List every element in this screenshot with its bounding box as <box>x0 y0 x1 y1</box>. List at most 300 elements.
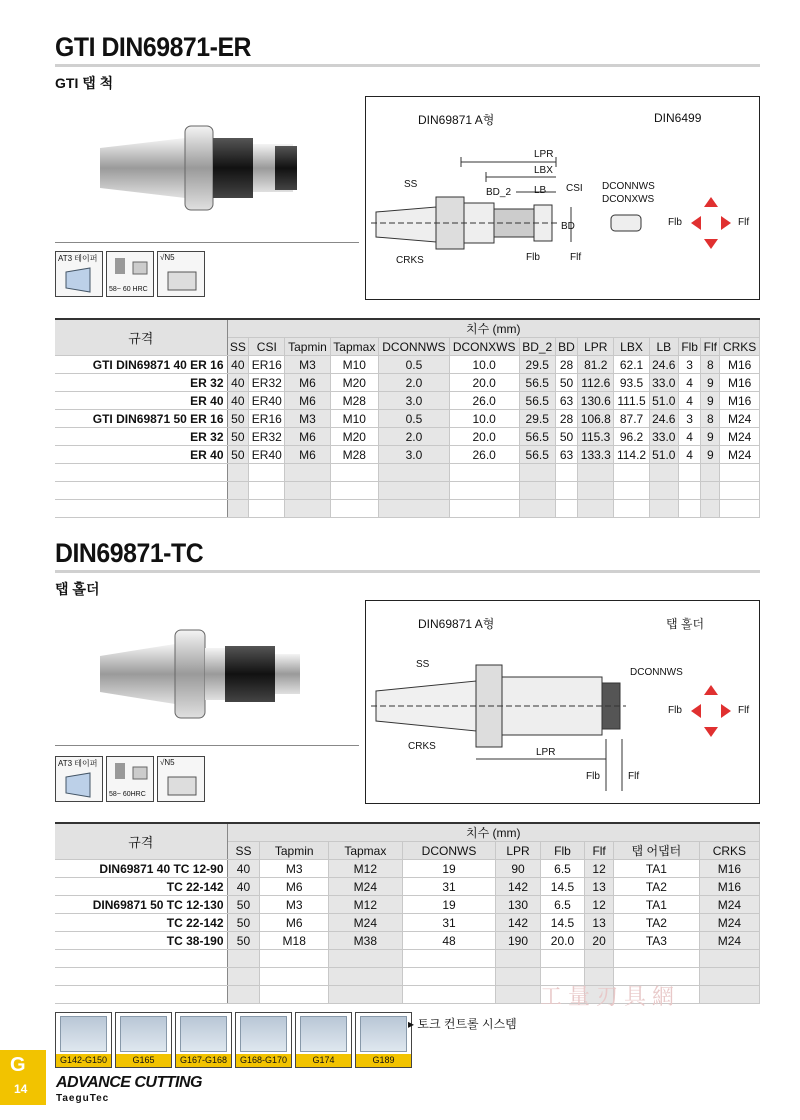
table-cell <box>249 464 285 482</box>
col-header: Tapmin <box>260 842 329 860</box>
row-spec-name: ER 32 <box>55 374 227 392</box>
table-cell: 31 <box>402 914 496 932</box>
table-row <box>55 410 760 428</box>
row-spec-name <box>55 500 227 518</box>
brand-name: TaeguTec <box>56 1093 110 1104</box>
col-header: DCONXWS <box>449 338 519 356</box>
nav-thumbnail <box>360 1016 407 1052</box>
row-spec-name <box>55 464 227 482</box>
table-cell: 81.2 <box>578 356 614 374</box>
nav-page-ref: G167-G168 <box>176 1054 231 1067</box>
table-cell <box>328 950 402 968</box>
table-cell <box>379 500 450 518</box>
table-row <box>55 482 760 500</box>
table-cell: M6 <box>260 878 329 896</box>
diagram-type-label: DIN69871 A형 <box>418 113 495 127</box>
nav-page-ref: G189 <box>356 1054 411 1067</box>
nav-item[interactable] <box>115 1012 172 1068</box>
label-flb: Flb <box>586 771 600 782</box>
nav-item[interactable] <box>175 1012 232 1068</box>
nav-item[interactable] <box>295 1012 352 1068</box>
table-row <box>55 896 760 914</box>
table-cell: 4 <box>678 446 700 464</box>
page-number: 14 <box>14 1082 28 1096</box>
table-cell <box>555 464 577 482</box>
row-spec-name: ER 40 <box>55 392 227 410</box>
table-cell: M38 <box>328 932 402 950</box>
table-cell <box>328 968 402 986</box>
table-cell <box>678 464 700 482</box>
table-cell: 40 <box>227 878 260 896</box>
surface-finish-icon: √N5 <box>157 756 205 802</box>
table-cell <box>720 482 760 500</box>
table-cell: 63 <box>555 392 577 410</box>
table-cell <box>449 482 519 500</box>
col-header: Flf <box>701 338 720 356</box>
table-cell: 56.5 <box>519 374 555 392</box>
tc-holder-drawing <box>366 601 761 805</box>
arrow-label-flb: Flb <box>668 217 682 228</box>
col-header: SS <box>227 338 249 356</box>
table-cell: ER16 <box>249 356 285 374</box>
label-flb: Flb <box>526 252 540 263</box>
col-header: 탭 어댑터 <box>614 842 700 860</box>
table-cell: M24 <box>699 914 759 932</box>
table-cell: 50 <box>227 428 249 446</box>
section-tab <box>0 1050 46 1105</box>
nav-thumbnail <box>240 1016 287 1052</box>
table-cell: 48 <box>402 932 496 950</box>
table-cell: 26.0 <box>449 392 519 410</box>
table-cell <box>649 464 678 482</box>
er-holder-drawing <box>366 97 761 301</box>
table-cell <box>330 464 379 482</box>
table-cell: M3 <box>285 356 330 374</box>
row-spec-name: TC 22-142 <box>55 878 227 896</box>
table-cell <box>285 464 330 482</box>
table-cell: 63 <box>555 446 577 464</box>
table-row <box>55 878 760 896</box>
table-cell: 142 <box>496 914 540 932</box>
label-lb: LB <box>534 185 547 196</box>
table-cell: 111.5 <box>614 392 649 410</box>
table-cell: 133.3 <box>578 446 614 464</box>
table-row <box>55 914 760 932</box>
table-cell: M20 <box>330 374 379 392</box>
table-cell: 12 <box>585 896 614 914</box>
table-row <box>55 446 760 464</box>
table-cell: M12 <box>328 860 402 878</box>
table-cell <box>649 500 678 518</box>
row-spec-name <box>55 968 227 986</box>
table-cell: 50 <box>555 428 577 446</box>
table-cell: 115.3 <box>578 428 614 446</box>
table-cell <box>649 482 678 500</box>
table-cell: TA3 <box>614 932 700 950</box>
table-cell: 14.5 <box>540 914 584 932</box>
table-cell: 51.0 <box>649 446 678 464</box>
table-cell <box>328 986 402 1004</box>
table-cell: 50 <box>227 896 260 914</box>
table-row <box>55 356 760 374</box>
col-header: CRKS <box>699 842 759 860</box>
table-cell <box>519 464 555 482</box>
table-cell: 106.8 <box>578 410 614 428</box>
table-cell: 10.0 <box>449 410 519 428</box>
table-cell: 142 <box>496 878 540 896</box>
row-spec-name: GTI DIN69871 50 ER 16 <box>55 410 227 428</box>
table-cell <box>449 464 519 482</box>
nav-page-ref: G165 <box>116 1054 171 1067</box>
col-header: Flb <box>678 338 700 356</box>
table-cell: 3.0 <box>379 392 450 410</box>
table-cell: ER16 <box>249 410 285 428</box>
table-cell: 28 <box>555 356 577 374</box>
table-row <box>55 500 760 518</box>
table-cell: 3.0 <box>379 446 450 464</box>
table-cell: 93.5 <box>614 374 649 392</box>
table-cell: M18 <box>260 932 329 950</box>
table-cell: 20.0 <box>540 932 584 950</box>
table-cell <box>578 500 614 518</box>
table-cell: 14.5 <box>540 878 584 896</box>
table-cell <box>249 482 285 500</box>
hardness-icon: 58~ 60 HRC <box>106 251 154 297</box>
row-spec-name: ER 40 <box>55 446 227 464</box>
label-lpr: LPR <box>534 149 554 160</box>
table-cell <box>678 500 700 518</box>
row-spec-name: DIN69871 50 TC 12-130 <box>55 896 227 914</box>
label-crks: CRKS <box>408 741 436 752</box>
table-cell <box>227 464 249 482</box>
spec-header: 규격 <box>55 319 227 356</box>
table-cell <box>449 500 519 518</box>
table-cell: M16 <box>699 860 759 878</box>
table-cell <box>402 950 496 968</box>
table-cell: 50 <box>227 446 249 464</box>
table-cell <box>260 950 329 968</box>
col-header: Tapmax <box>328 842 402 860</box>
table-cell: ER32 <box>249 374 285 392</box>
spec-header: 규격 <box>55 823 227 860</box>
surface-finish-icon: √N5 <box>157 251 205 297</box>
nav-thumbnail <box>120 1016 167 1052</box>
table-cell: 9 <box>701 392 720 410</box>
nav-item[interactable] <box>55 1012 112 1068</box>
label-ss: SS <box>416 659 430 670</box>
table-cell <box>330 482 379 500</box>
label-csi: CSI <box>566 183 583 194</box>
table-cell: 190 <box>496 932 540 950</box>
table-cell: 50 <box>227 914 260 932</box>
table-cell: 130.6 <box>578 392 614 410</box>
table-cell: TA1 <box>614 896 700 914</box>
col-header: CRKS <box>720 338 760 356</box>
diagram-type-label: DIN69871 A형 <box>418 617 495 631</box>
table-cell: M16 <box>720 356 760 374</box>
table-cell <box>614 464 649 482</box>
row-spec-name: TC 38-190 <box>55 932 227 950</box>
table-cell: M28 <box>330 392 379 410</box>
table-row <box>55 860 760 878</box>
table-cell <box>720 500 760 518</box>
table-cell <box>614 500 649 518</box>
col-header: DCONNWS <box>379 338 450 356</box>
col-header: CSI <box>249 338 285 356</box>
table-cell: 87.7 <box>614 410 649 428</box>
table-cell <box>519 500 555 518</box>
product-photo-er <box>100 118 310 218</box>
section1-rule <box>55 64 760 67</box>
force-arrows <box>691 685 731 737</box>
table-cell: M10 <box>330 356 379 374</box>
photo-divider <box>55 242 359 243</box>
section1-subtitle: GTI 탭 척 <box>55 75 114 91</box>
table-cell: 29.5 <box>519 356 555 374</box>
arrow-label-flf: Flf <box>738 217 750 228</box>
table-cell: 6.5 <box>540 896 584 914</box>
label-flf: Flf <box>628 771 640 782</box>
table-cell: M24 <box>720 446 760 464</box>
table-cell: M3 <box>260 860 329 878</box>
table-cell <box>330 500 379 518</box>
table-cell: 56.5 <box>519 428 555 446</box>
table-cell: ER40 <box>249 392 285 410</box>
table-cell: M28 <box>330 446 379 464</box>
col-header: DCONWS <box>402 842 496 860</box>
table-cell <box>379 482 450 500</box>
table-cell: 19 <box>402 896 496 914</box>
table-cell: 112.6 <box>578 374 614 392</box>
table-cell <box>578 482 614 500</box>
col-header: Tapmin <box>285 338 330 356</box>
table-cell: 8 <box>701 356 720 374</box>
table-cell <box>227 986 260 1004</box>
hardness-icon: 58~ 60HRC <box>106 756 154 802</box>
table-cell: M24 <box>328 914 402 932</box>
table-row <box>55 374 760 392</box>
arrow-label-flf: Flf <box>738 705 750 716</box>
section1-spec-table <box>55 318 760 518</box>
table-cell: TA2 <box>614 878 700 896</box>
label-lpr: LPR <box>536 747 556 758</box>
section2-feature-icons <box>55 756 205 802</box>
table-cell: M6 <box>285 428 330 446</box>
table-cell <box>227 482 249 500</box>
table-cell: 4 <box>678 392 700 410</box>
table-cell: ER32 <box>249 428 285 446</box>
label-ss: SS <box>404 179 418 190</box>
col-header: BD_2 <box>519 338 555 356</box>
table-cell: M20 <box>330 428 379 446</box>
label-lbx: LBX <box>534 165 553 176</box>
table-cell: 3 <box>678 410 700 428</box>
table-cell <box>260 968 329 986</box>
table-cell: 10.0 <box>449 356 519 374</box>
table-cell <box>578 464 614 482</box>
table-cell: M16 <box>720 392 760 410</box>
dims-header: 치수 (mm) <box>227 823 760 842</box>
row-spec-name: DIN69871 40 TC 12-90 <box>55 860 227 878</box>
nav-item[interactable] <box>235 1012 292 1068</box>
table-cell: 2.0 <box>379 374 450 392</box>
label-bd2: BD_2 <box>486 187 512 198</box>
nav-thumbnail <box>180 1016 227 1052</box>
table-cell: 12 <box>585 860 614 878</box>
table-cell: 6.5 <box>540 860 584 878</box>
table-cell: 29.5 <box>519 410 555 428</box>
section2-title: DIN69871-TC <box>55 538 204 568</box>
table-cell: M6 <box>260 914 329 932</box>
table-cell: 24.6 <box>649 410 678 428</box>
table-cell <box>555 500 577 518</box>
col-header: Flf <box>585 842 614 860</box>
table-cell: 8 <box>701 410 720 428</box>
table-cell: 130 <box>496 896 540 914</box>
nav-thumbnail <box>60 1016 107 1052</box>
table-cell <box>285 500 330 518</box>
table-cell: 20.0 <box>449 374 519 392</box>
table-cell <box>496 950 540 968</box>
table-cell <box>402 968 496 986</box>
row-spec-name <box>55 482 227 500</box>
table-cell: 40 <box>227 860 260 878</box>
col-header: Flb <box>540 842 584 860</box>
table-cell <box>701 464 720 482</box>
table-cell: 4 <box>678 374 700 392</box>
label-bd: BD <box>561 221 575 232</box>
row-spec-name <box>55 986 227 1004</box>
table-cell <box>555 482 577 500</box>
brand-logo: ADVANCE CUTTING <box>56 1074 202 1091</box>
table-cell: 0.5 <box>379 410 450 428</box>
dims-header: 치수 (mm) <box>227 319 760 338</box>
table-cell <box>379 464 450 482</box>
table-row <box>55 464 760 482</box>
col-header: BD <box>555 338 577 356</box>
diagram-std-label: 탭 홀더 <box>666 617 705 631</box>
table-cell: M24 <box>720 410 760 428</box>
at3-taper-icon: AT3 테이퍼 <box>55 756 103 802</box>
table-cell: 9 <box>701 446 720 464</box>
label-crks: CRKS <box>396 255 424 266</box>
table-cell: ER40 <box>249 446 285 464</box>
table-cell <box>614 950 700 968</box>
table-cell: M16 <box>699 878 759 896</box>
row-spec-name: GTI DIN69871 40 ER 16 <box>55 356 227 374</box>
table-cell: M12 <box>328 896 402 914</box>
table-cell <box>720 464 760 482</box>
table-cell <box>699 986 759 1004</box>
table-cell: 24.6 <box>649 356 678 374</box>
row-spec-name: TC 22-142 <box>55 914 227 932</box>
table-cell <box>402 986 496 1004</box>
table-row <box>55 950 760 968</box>
table-cell: 33.0 <box>649 428 678 446</box>
table-cell <box>540 950 584 968</box>
table-row <box>55 428 760 446</box>
col-header: LPR <box>496 842 540 860</box>
table-cell: 3 <box>678 356 700 374</box>
table-cell: 9 <box>701 428 720 446</box>
table-cell: 33.0 <box>649 374 678 392</box>
table-cell: 26.0 <box>449 446 519 464</box>
table-cell: 9 <box>701 374 720 392</box>
table-cell <box>496 968 540 986</box>
section2-rule <box>55 570 760 573</box>
table-cell: 56.5 <box>519 392 555 410</box>
table-cell <box>496 986 540 1004</box>
label-flf: Flf <box>570 252 582 263</box>
table-cell: 28 <box>555 410 577 428</box>
table-cell: 90 <box>496 860 540 878</box>
nav-page-ref: G168-G170 <box>236 1054 291 1067</box>
table-cell: 50 <box>227 932 260 950</box>
table-cell: M6 <box>285 374 330 392</box>
table-cell: 4 <box>678 428 700 446</box>
table-cell: 50 <box>227 410 249 428</box>
table-cell: 20 <box>585 932 614 950</box>
col-header: LBX <box>614 338 649 356</box>
table-cell: 96.2 <box>614 428 649 446</box>
watermark: 工量刃具網 <box>540 984 681 1009</box>
arrow-label-flb: Flb <box>668 705 682 716</box>
table-cell <box>678 482 700 500</box>
col-header: Tapmax <box>330 338 379 356</box>
product-photo-tc <box>100 624 310 724</box>
table-cell: 50 <box>555 374 577 392</box>
table-cell <box>519 482 555 500</box>
table-cell <box>260 986 329 1004</box>
table-cell <box>227 968 260 986</box>
table-cell: M3 <box>285 410 330 428</box>
table-cell: 13 <box>585 878 614 896</box>
table-cell: M6 <box>285 392 330 410</box>
section1-feature-icons <box>55 251 205 297</box>
table-cell <box>701 500 720 518</box>
row-spec-name: ER 32 <box>55 428 227 446</box>
table-cell: 56.5 <box>519 446 555 464</box>
section1-title: GTI DIN69871-ER <box>55 32 252 62</box>
table-cell: M24 <box>328 878 402 896</box>
tab-letter: G <box>10 1054 26 1076</box>
diagram-std-label: DIN6499 <box>654 111 702 125</box>
table-row <box>55 392 760 410</box>
table-cell <box>701 482 720 500</box>
table-cell: M24 <box>720 428 760 446</box>
table-cell: M16 <box>720 374 760 392</box>
label-dconnws: DCONNWS <box>630 667 683 678</box>
label-dconnws: DCONNWS <box>602 181 655 192</box>
section1-diagram <box>365 96 760 300</box>
table-cell: TA1 <box>614 860 700 878</box>
photo-divider-2 <box>55 745 359 746</box>
force-arrows <box>691 197 731 249</box>
table-cell: 51.0 <box>649 392 678 410</box>
table-cell <box>227 950 260 968</box>
nav-item[interactable] <box>355 1012 412 1068</box>
torque-system-link[interactable]: ▸ 토크 컨트롤 시스템 <box>408 1017 517 1031</box>
table-cell: 0.5 <box>379 356 450 374</box>
section2-spec-table <box>55 822 760 1004</box>
table-cell: 2.0 <box>379 428 450 446</box>
col-header: LB <box>649 338 678 356</box>
table-cell: M24 <box>699 896 759 914</box>
label-dconxws: DCONXWS <box>602 194 655 205</box>
table-cell: M3 <box>260 896 329 914</box>
table-cell: 114.2 <box>614 446 649 464</box>
table-cell: M10 <box>330 410 379 428</box>
